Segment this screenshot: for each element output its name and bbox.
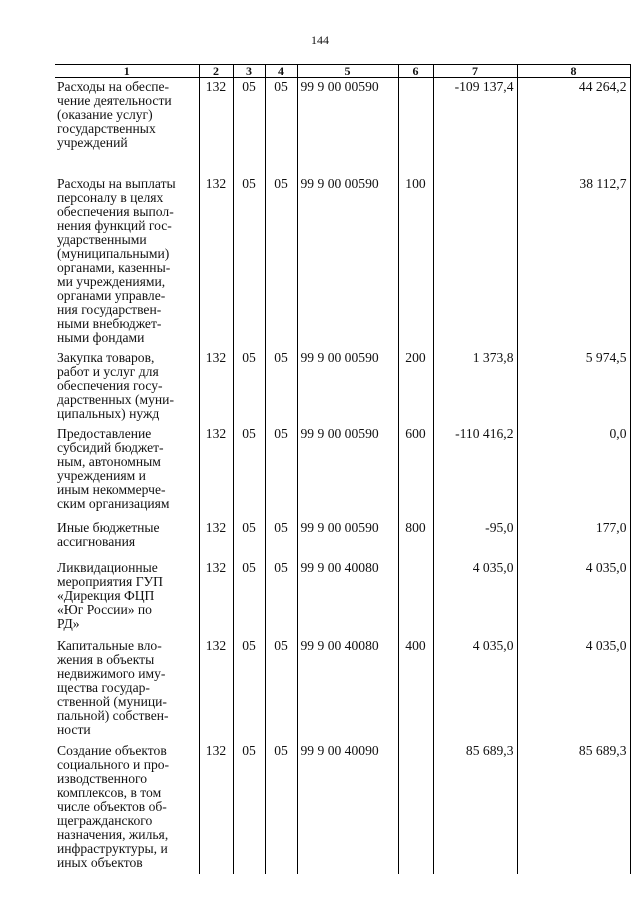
table-row: [55, 637, 630, 742]
cell-col-8: 38 112,7: [517, 175, 630, 349]
row-name: Капитальные вло- жения в объекты недвижимого иму- щества государ- ственной (муници- пальной) собствен- ности: [55, 637, 199, 742]
cell-col-7: 85 689,3: [433, 742, 517, 874]
col-header-8: 8: [517, 65, 630, 78]
cell-col-6: 200: [398, 349, 433, 425]
table-row: [55, 78, 630, 176]
cell-col-2: 132: [199, 175, 233, 349]
cell-col-5: 99 9 00 00590: [297, 175, 398, 349]
cell-col-5: 99 9 00 00590: [297, 425, 398, 519]
cell-col-3: 05: [233, 349, 265, 425]
table-row: [55, 349, 630, 425]
cell-col-2: 132: [199, 349, 233, 425]
row-name: Расходы на выплаты персоналу в целях обеспечения выпол- нения функций гос- ударственными (муниципальными) органами, казенны- ми учреждениями, органами управле- ния государствен- ными внебюджет- ными фондами: [55, 175, 199, 349]
cell-col-2: 132: [199, 425, 233, 519]
cell-col-2: 132: [199, 78, 233, 176]
cell-col-5: 99 9 00 00590: [297, 78, 398, 176]
cell-col-3: 05: [233, 78, 265, 176]
cell-col-4: 05: [265, 742, 297, 874]
col-header-6: 6: [398, 65, 433, 78]
cell-col-6: 100: [398, 175, 433, 349]
row-name: Расходы на обеспе- чение деятельности (оказание услуг) государственных учреждений: [55, 78, 199, 176]
cell-col-6: [398, 78, 433, 176]
cell-col-6: 800: [398, 519, 433, 559]
cell-col-7: [433, 175, 517, 349]
cell-col-6: 600: [398, 425, 433, 519]
cell-col-2: 132: [199, 559, 233, 637]
cell-col-8: 177,0: [517, 519, 630, 559]
col-header-4: 4: [265, 65, 297, 78]
col-header-2: 2: [199, 65, 233, 78]
cell-col-3: 05: [233, 425, 265, 519]
cell-col-4: 05: [265, 519, 297, 559]
cell-col-5: 99 9 00 00590: [297, 519, 398, 559]
cell-col-4: 05: [265, 425, 297, 519]
cell-col-5: 99 9 00 40080: [297, 637, 398, 742]
col-header-3: 3: [233, 65, 265, 78]
cell-col-8: 5 974,5: [517, 349, 630, 425]
cell-col-3: 05: [233, 559, 265, 637]
cell-col-7: 4 035,0: [433, 637, 517, 742]
cell-col-4: 05: [265, 349, 297, 425]
cell-col-7: -95,0: [433, 519, 517, 559]
cell-col-6: [398, 742, 433, 874]
row-name: Создание объектов социального и про- изводственного комплексов, в том числе объектов об- щегражданского назначения, жилья, инфраструктуры, и иных объектов: [55, 742, 199, 874]
row-name: Иные бюджетные ассигнования: [55, 519, 199, 559]
budget-table: [55, 64, 631, 874]
row-name: Ликвидационные мероприятия ГУП «Дирекция ФЦП «Юг России» по РД»: [55, 559, 199, 637]
col-header-1: 1: [55, 65, 199, 78]
cell-col-4: 05: [265, 637, 297, 742]
col-header-5: 5: [297, 65, 398, 78]
cell-col-5: 99 9 00 40090: [297, 742, 398, 874]
table-row: [55, 559, 630, 637]
cell-col-3: 05: [233, 519, 265, 559]
cell-col-3: 05: [233, 742, 265, 874]
cell-col-6: 400: [398, 637, 433, 742]
table-row: [55, 742, 630, 874]
cell-col-5: 99 9 00 00590: [297, 349, 398, 425]
cell-col-6: [398, 559, 433, 637]
table-row: [55, 175, 630, 349]
cell-col-5: 99 9 00 40080: [297, 559, 398, 637]
cell-col-8: 4 035,0: [517, 559, 630, 637]
page-number: 144: [311, 33, 329, 47]
cell-col-4: 05: [265, 559, 297, 637]
col-header-7: 7: [433, 65, 517, 78]
row-name: Предоставление субсидий бюджет- ным, автономным учреждениям и иным некоммерче- ским организациям: [55, 425, 199, 519]
cell-col-7: -110 416,2: [433, 425, 517, 519]
table-row: [55, 425, 630, 519]
cell-col-4: 05: [265, 175, 297, 349]
cell-col-3: 05: [233, 175, 265, 349]
header-row: [55, 65, 630, 78]
row-name: Закупка товаров, работ и услуг для обеспечения госу- дарственных (муни- ципальных) нужд: [55, 349, 199, 425]
cell-col-2: 132: [199, 519, 233, 559]
cell-col-2: 132: [199, 637, 233, 742]
cell-col-7: -109 137,4: [433, 78, 517, 176]
cell-col-2: 132: [199, 742, 233, 874]
cell-col-7: 1 373,8: [433, 349, 517, 425]
cell-col-4: 05: [265, 78, 297, 176]
cell-col-8: 4 035,0: [517, 637, 630, 742]
cell-col-3: 05: [233, 637, 265, 742]
cell-col-8: 0,0: [517, 425, 630, 519]
cell-col-7: 4 035,0: [433, 559, 517, 637]
cell-col-8: 85 689,3: [517, 742, 630, 874]
cell-col-8: 44 264,2: [517, 78, 630, 176]
table-row: [55, 519, 630, 559]
